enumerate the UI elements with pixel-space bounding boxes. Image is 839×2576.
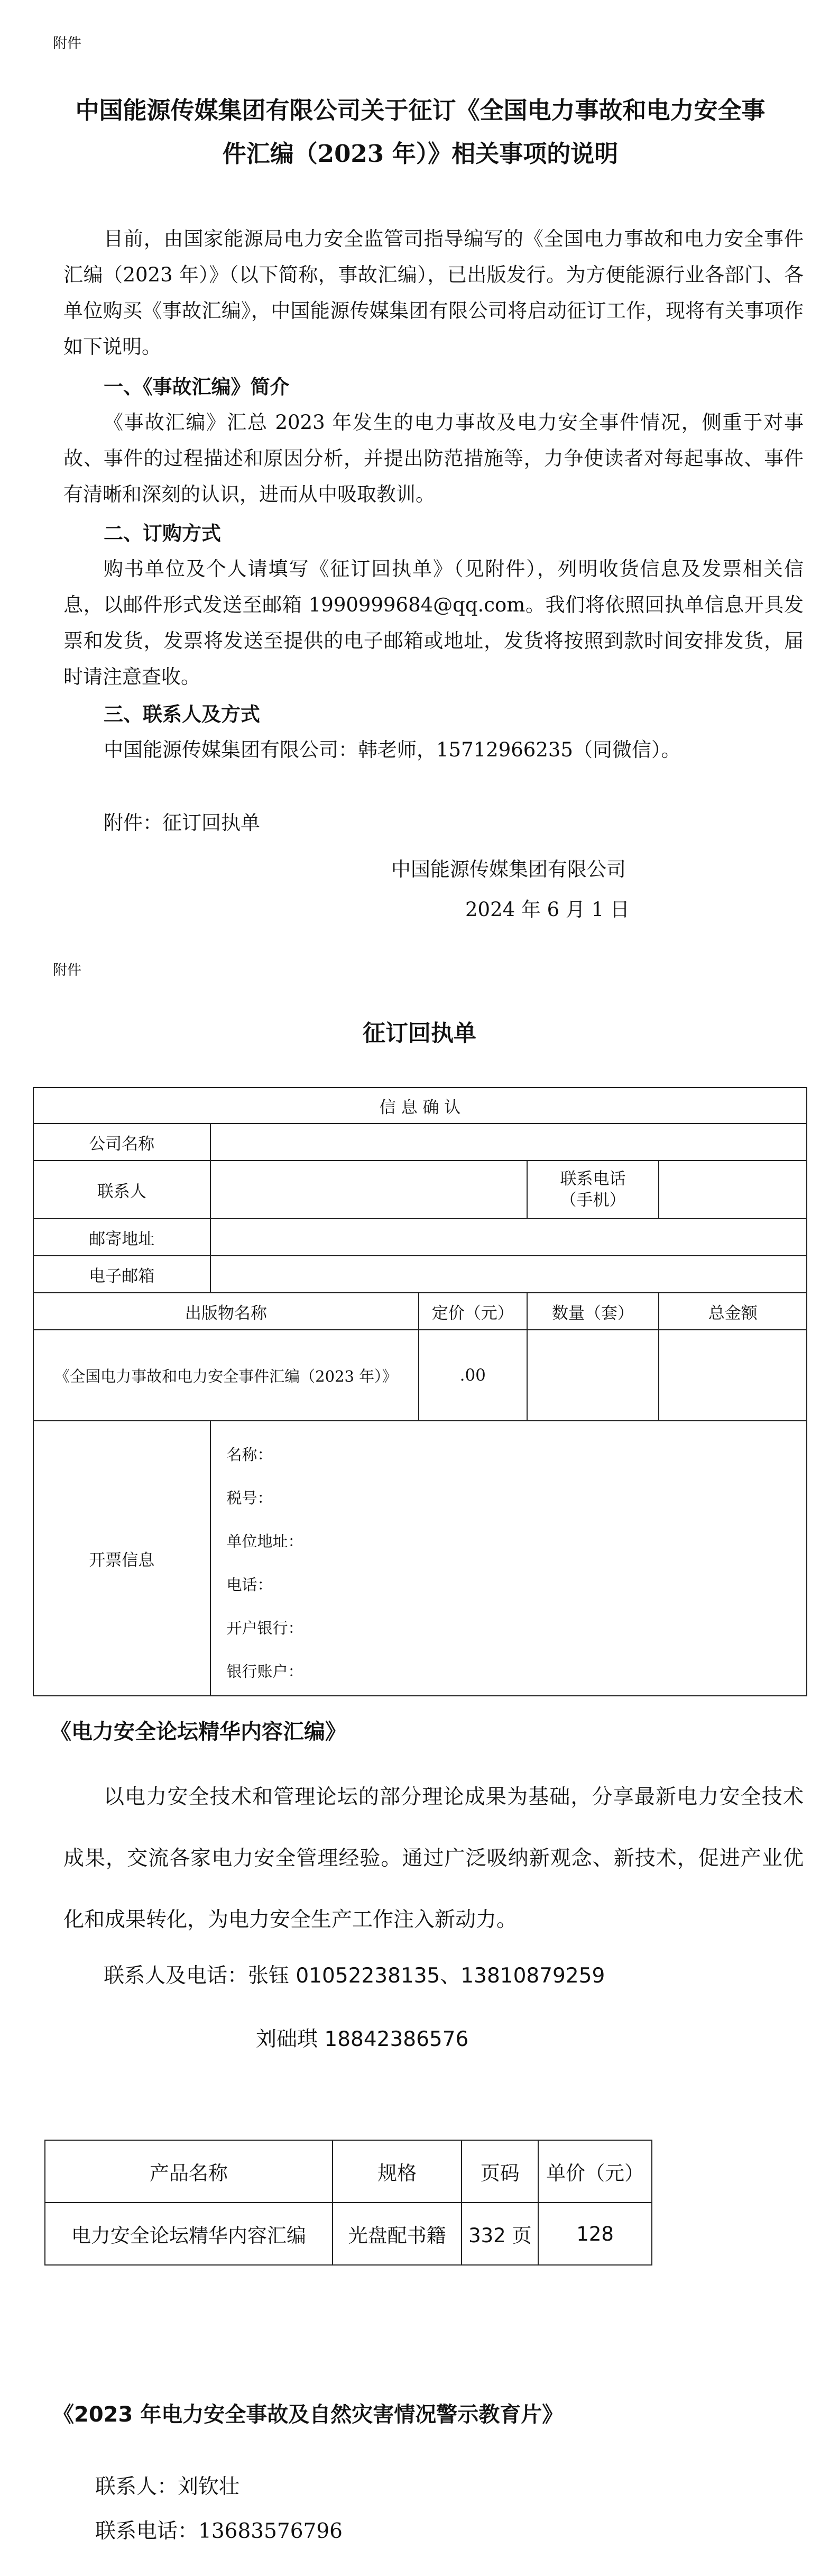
invoice-field-name: 名称： xyxy=(226,1446,273,1464)
invoice-field-phone: 电话： xyxy=(226,1576,273,1594)
page-title-line1: 中国能源传媒集团有限公司关于征订《全国电力事故和电力安全事 xyxy=(75,96,766,124)
attachment-note: 附件：征订回执单 xyxy=(104,811,260,834)
forum-paragraph: 以电力安全技术和管理论坛的部分理论成果为基础，分享最新电力安全技术成果，交流各家电力安全管理经验。通过广泛吸纳新观念、新技术，促进产业优化和成果转化，为电力安全生产工作注入新动力。 xyxy=(63,1785,804,1932)
invoice-field-account: 银行账户： xyxy=(226,1662,303,1680)
quantity-field[interactable] xyxy=(527,1330,659,1421)
company-field[interactable] xyxy=(210,1123,807,1161)
forum-title: 《电力安全论坛精华内容汇编》 xyxy=(50,1720,346,1744)
invoice-field-tax-id: 税号： xyxy=(226,1489,273,1507)
email-label: 电子邮箱 xyxy=(33,1256,210,1293)
contact-field[interactable] xyxy=(210,1161,527,1219)
attachment-label: 附件 xyxy=(53,35,81,52)
invoice-fields[interactable] xyxy=(210,1421,807,1696)
section3-heading: 三、联系人及方式 xyxy=(104,702,260,726)
forum-contact-line1: 联系人及电话：张钰 01052238135、13810879259 xyxy=(104,1964,605,1988)
section1-heading: 一、《事故汇编》简介 xyxy=(104,375,290,398)
phone-label-line2: （手机） xyxy=(560,1191,626,1210)
invoice-label: 开票信息 xyxy=(33,1421,210,1696)
forum-col-price: 单价（元） xyxy=(538,2140,652,2203)
info-header: 信 息 确 认 xyxy=(33,1088,807,1123)
forum-row-spec: 光盘配书籍 xyxy=(333,2203,462,2265)
signature-date: 2024 年 6 月 1 日 xyxy=(465,898,630,921)
section2-paragraph: 购书单位及个人请填写《征订回执单》（见附件），列明收货信息及发票相关信息，以邮件形式发送至邮箱 1990999684@qq.com。我们将依照回执单信息开具发票和发货，发票将发送至提供的电子邮箱或地址，发货将按照到款时间安排发货，届时请注意查收。 xyxy=(63,558,804,688)
forum-row-pages: 332 页 xyxy=(462,2203,538,2265)
forum-col-pages: 页码 xyxy=(462,2140,538,2203)
video-contact-person: 联系人：刘钦壮 xyxy=(95,2475,240,2499)
company-label: 公司名称 xyxy=(33,1123,210,1161)
video-contact-phone: 联系电话：13683576796 xyxy=(95,2519,343,2543)
invoice-field-address: 单位地址： xyxy=(226,1532,303,1550)
form-attachment-label: 附件 xyxy=(53,962,81,979)
forum-contact-line2: 刘础琪 18842386576 xyxy=(256,2027,469,2051)
order-form-table xyxy=(33,1087,807,1696)
col-publication: 出版物名称 xyxy=(33,1293,419,1330)
section1-paragraph: 《事故汇编》汇总 2023 年发生的电力事故及电力安全事件情况，侧重于对事故、事件的过程描述和原因分析，并提出防范措施等，力争使读者对每起事故、事件有清晰和深刻的认识，进而从中吸取教训。 xyxy=(63,411,804,506)
signature-org: 中国能源传媒集团有限公司 xyxy=(391,858,626,881)
total-field[interactable] xyxy=(659,1330,807,1421)
forum-col-spec: 规格 xyxy=(333,2140,462,2203)
address-label: 邮寄地址 xyxy=(33,1219,210,1256)
forum-col-name: 产品名称 xyxy=(45,2140,333,2203)
invoice-field-bank: 开户银行： xyxy=(226,1619,303,1637)
address-field[interactable] xyxy=(210,1219,807,1256)
col-total: 总金额 xyxy=(659,1293,807,1330)
col-qty: 数量（套） xyxy=(527,1293,659,1330)
col-price: 定价（元） xyxy=(419,1293,527,1330)
publication-price: .00 xyxy=(419,1330,527,1421)
contact-label: 联系人 xyxy=(33,1161,210,1219)
forum-row-name: 电力安全论坛精华内容汇编 xyxy=(45,2203,333,2265)
intro-paragraph: 目前，由国家能源局电力安全监管司指导编写的《全国电力事故和电力安全事件汇编（2023 年）》（以下简称，事故汇编），已出版发行。为方便能源行业各部门、各单位购买《事故汇编》，中国能源传媒集团有限公司将启动征订工作，现将有关事项作如下说明。 xyxy=(63,227,804,358)
section3-paragraph: 中国能源传媒集团有限公司：韩老师，15712966235（同微信）。 xyxy=(104,738,681,761)
forum-row-price: 128 xyxy=(538,2203,652,2265)
email-field[interactable] xyxy=(210,1256,807,1293)
video-title: 《2023 年电力安全事故及自然灾害情况警示教育片》 xyxy=(53,2403,564,2427)
phone-label xyxy=(527,1161,659,1219)
publication-name: 《全国电力事故和电力安全事件汇编（2023 年）》 xyxy=(33,1330,419,1421)
page-title-line2: 件汇编（2023 年）》相关事项的说明 xyxy=(222,140,619,168)
phone-label-line1: 联系电话 xyxy=(560,1170,626,1189)
forum-product-table xyxy=(44,2140,652,2266)
form-title: 征订回执单 xyxy=(363,1020,476,1047)
section2-heading: 二、订购方式 xyxy=(104,522,221,545)
phone-field[interactable] xyxy=(659,1161,807,1219)
